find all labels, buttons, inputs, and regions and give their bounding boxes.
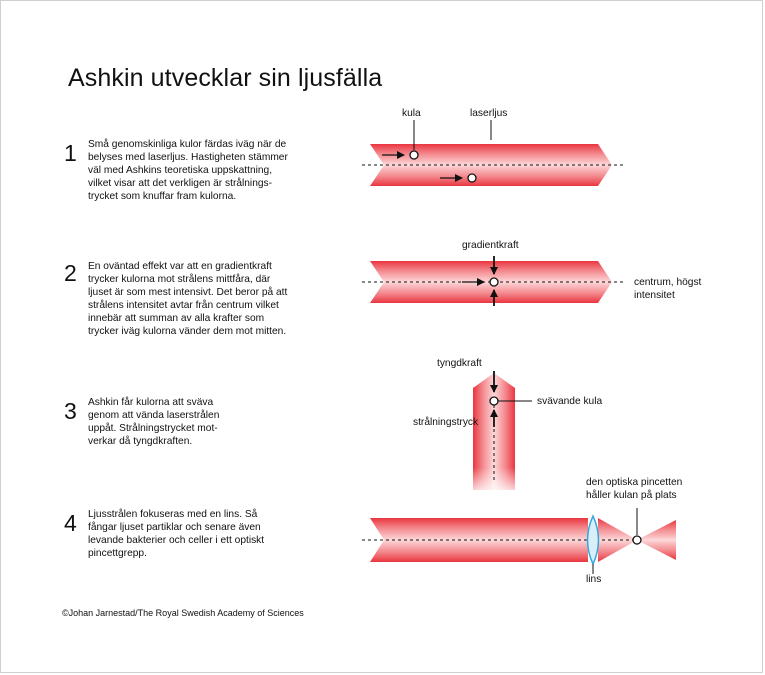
- label-optiska-pincetten: den optiska pincetten håller kulan på plats: [586, 477, 683, 501]
- credit-line: ©Johan Jarnestad/The Royal Swedish Academy of Sciences: [62, 608, 304, 618]
- step-1-number: 1: [64, 140, 77, 166]
- diagram-3-bead: [490, 397, 498, 405]
- diagram-1-bead-bottom: [468, 174, 476, 182]
- lens-icon: [588, 516, 599, 564]
- step-3-text: Ashkin får kulorna att sväva genom att vända laserstrålen uppåt. Strålningstrycket mot- verkar då tyngdkraften.: [88, 397, 220, 447]
- label-gradientkraft: gradientkraft: [462, 240, 519, 251]
- step-2-text: En oväntad effekt var att en gradientkraft trycker kulorna mot strålens mittfåra, där ljuset är som mest intensivt. Det beror på att strålens intensitet avtar från centrum vilket innebär att summan av alla krafter som trycker iväg kulorna vänder dem mot mitten.: [88, 261, 288, 337]
- label-stralningstryck: strålningstryck: [413, 417, 479, 428]
- step-3-number: 3: [64, 398, 77, 424]
- label-laserljus: laserljus: [470, 108, 508, 119]
- step-4-number: 4: [64, 510, 77, 536]
- label-svavande-kula: svävande kula: [537, 396, 603, 407]
- label-kula: kula: [402, 108, 421, 119]
- step-2-number: 2: [64, 260, 77, 286]
- diagram-2-bead: [490, 278, 498, 286]
- label-tyngdkraft: tyngdkraft: [437, 358, 482, 369]
- label-centrum: centrum, högst intensitet: [634, 277, 702, 301]
- diagram-4-bead: [633, 536, 641, 544]
- diagram-1-bead-top: [410, 151, 418, 159]
- diagram-4-beam: [362, 518, 676, 562]
- step-1-text: Små genomskinliga kulor färdas iväg när de belyses med laserljus. Hastigheten stämmer väl med Ashkins teoretiska uppskattning, vilket visar att det verkligen är strålnings- trycket som knuffar fram kulorna.: [88, 139, 288, 202]
- page-title: Ashkin utvecklar sin ljusfälla: [68, 64, 383, 92]
- step-4-text: Ljusstrålen fokuseras med en lins. Så fångar ljuset partiklar och senare även levande bakterier och celler i ett optiskt pincettgrepp.: [88, 509, 265, 559]
- diagram-1-beam: [362, 144, 626, 186]
- label-lins: lins: [586, 574, 602, 585]
